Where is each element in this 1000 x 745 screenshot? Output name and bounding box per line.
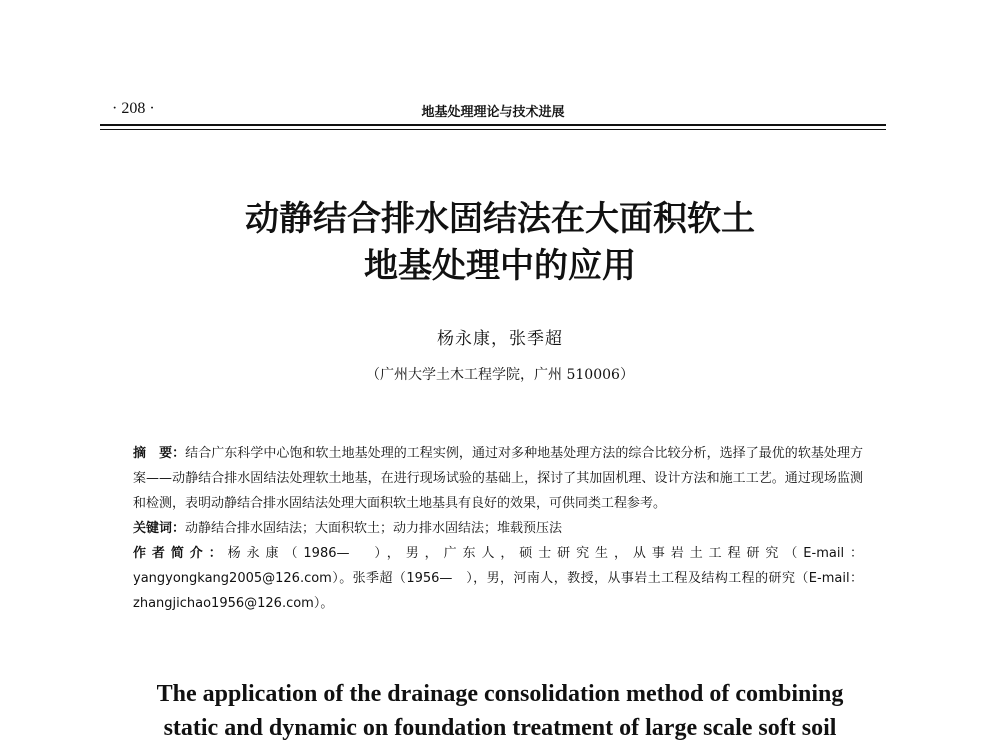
keywords-text: 动静结合排水固结法；大面积软土；动力排水固结法；堆载预压法 <box>185 521 563 536</box>
abstract-label: 摘 要： <box>133 446 186 461</box>
english-title-line-1: The application of the drainage consolidation method of combining <box>156 681 844 707</box>
header-rule-thin <box>100 129 886 130</box>
abstract-block <box>133 441 863 616</box>
page-number: · 208 · <box>112 100 155 117</box>
running-head-title: 地基处理理论与技术进展 <box>421 105 565 120</box>
page-header <box>100 100 886 120</box>
abstract-text: 结合广东科学中心饱和软土地基处理的工程实例，通过对多种地基处理方法的综合比较分析，选择了最优的软基处理方案——动静结合排水固结法处理软土地基，在进行现场试验的基础上，探讨了其加固机理、设计方法和施工工艺。通过现场监测和检测，表明动静结合排水固结法处理大面积软土地基具有良好的效果，可供同类工程参考。 <box>133 446 863 511</box>
paper-title-line-1: 动静结合排水固结法在大面积软土 <box>245 199 755 239</box>
author-bio-paragraph <box>133 541 863 616</box>
author-bio-text: 杨永康（1986— ），男，广东人，硕士研究生，从事岩土工程研究（E-mail：yangyongkang2005@126.com）。张季超（1956— ），男，河南人，教授，从事岩土工程及结构工程的研究（E-mail：zhangjichao1956@126.com）。 <box>133 546 863 611</box>
paper-title-line-2: 地基处理中的应用 <box>364 246 636 286</box>
affiliation: （广州大学土木工程学院，广州 510006） <box>366 367 634 383</box>
authors: 杨永康，张季超 <box>437 329 563 349</box>
keywords-paragraph <box>133 516 863 541</box>
abstract-paragraph <box>133 441 863 516</box>
author-bio-label: 作者简介： <box>133 546 228 561</box>
english-title-line-2: static and dynamic on foundation treatment of large scale soft soil <box>163 715 837 741</box>
header-rule-thick <box>100 124 886 126</box>
keywords-label: 关键词： <box>133 521 186 536</box>
